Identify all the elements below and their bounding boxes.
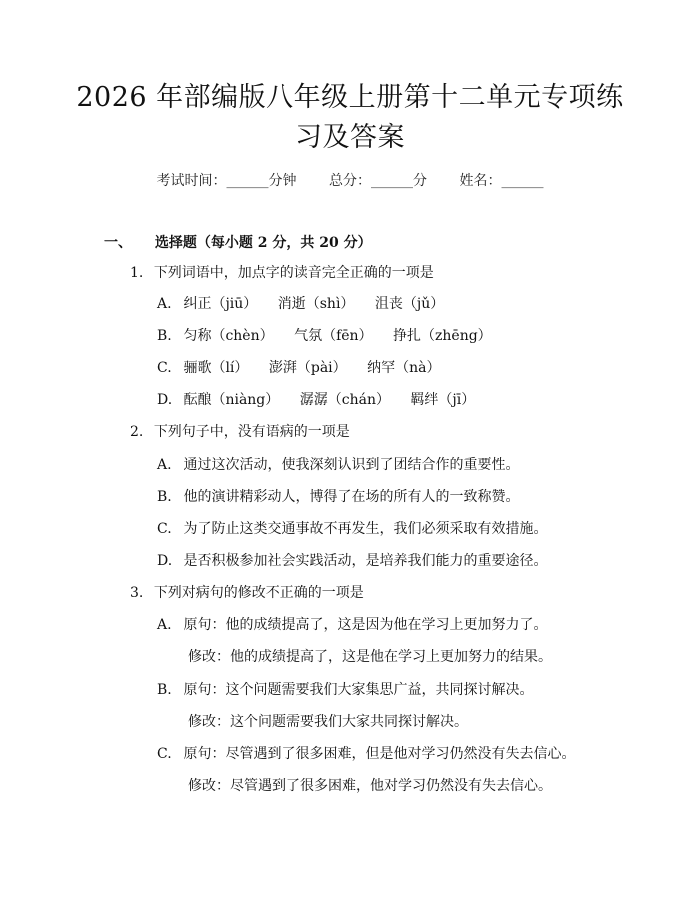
option-word: 潺潺（chán） — [299, 392, 390, 408]
exam-meta — [0, 170, 700, 190]
option-3b-fix: 修改：这个问题需要我们大家共同探讨解决。 — [188, 714, 468, 730]
option-2b — [157, 486, 519, 506]
option-word: 纠正（jiū） — [183, 296, 258, 312]
page-title — [0, 78, 700, 158]
section-number: 一、 — [104, 235, 132, 251]
question-2 — [130, 421, 350, 441]
option-word: 纳罕（nà） — [367, 360, 441, 376]
question-number: 2. — [130, 424, 144, 440]
option-1c — [157, 357, 457, 377]
option-letter: A. — [157, 296, 172, 312]
option-text: 通过这次活动，使我深刻认识到了团结合作的重要性。 — [183, 457, 520, 473]
title-line-1: 2026 年部编版八年级上册第十二单元专项练 — [76, 82, 624, 113]
title-line-2: 习及答案 — [295, 122, 405, 153]
section-title: 选择题（每小题 2 分，共 20 分） — [154, 235, 372, 251]
option-word: 挣扎（zhēng） — [393, 328, 492, 344]
option-letter: C. — [157, 521, 172, 537]
question-number: 1. — [130, 265, 144, 281]
option-word: 骊歌（lí） — [183, 360, 249, 376]
option-text: 是否积极参加社会实践活动，是培养我们能力的重要途径。 — [183, 553, 548, 569]
section-heading — [104, 232, 372, 252]
option-word: 羁绊（jī） — [410, 392, 476, 408]
option-letter: D. — [157, 553, 173, 569]
option-1a — [157, 293, 460, 313]
option-text: 为了防止这类交通事故不再发生，我们必须采取有效措施。 — [183, 521, 548, 537]
option-3a-original — [157, 614, 547, 634]
question-3 — [130, 582, 364, 602]
question-stem: 下列词语中，加点字的读音完全正确的一项是 — [153, 265, 434, 281]
option-letter: B. — [157, 682, 172, 698]
option-1d — [157, 389, 491, 409]
option-3b-original — [157, 679, 533, 699]
question-stem: 下列对病句的修改不正确的一项是 — [153, 585, 364, 601]
option-3c-fix: 修改：尽管遇到了很多困难，他对学习仍然没有失去信心。 — [188, 778, 552, 794]
question-number: 3. — [130, 585, 144, 601]
option-3a-fix: 修改：他的成绩提高了，这是他在学习上更加努力的结果。 — [188, 649, 552, 665]
option-letter: A. — [157, 457, 172, 473]
question-1 — [130, 262, 434, 282]
name-field: 姓名：______ — [459, 173, 544, 189]
option-letter: B. — [157, 489, 172, 505]
option-word: 消逝（shì） — [277, 296, 355, 312]
option-2c — [157, 518, 547, 538]
option-letter: A. — [157, 617, 172, 633]
option-word: 沮丧（jǔ） — [374, 296, 445, 312]
option-word: 气氛（fēn） — [294, 328, 373, 344]
option-2a — [157, 454, 519, 474]
option-letter: C. — [157, 746, 172, 762]
original-sentence: 原句：尽管遇到了很多困难，但是他对学习仍然没有失去信心。 — [183, 746, 576, 762]
option-text: 他的演讲精彩动人，博得了在场的所有人的一致称赞。 — [183, 489, 520, 505]
option-word: 澎湃（pài） — [268, 360, 347, 376]
option-3c-original — [157, 743, 575, 763]
option-letter: D. — [157, 392, 173, 408]
question-stem: 下列句子中，没有语病的一项是 — [153, 424, 350, 440]
option-letter: B. — [157, 328, 172, 344]
option-1b — [157, 325, 508, 345]
option-2d — [157, 550, 547, 570]
exam-time-field: 考试时间：______分钟 — [156, 173, 297, 189]
original-sentence: 原句：他的成绩提高了，这是因为他在学习上更加努力了。 — [183, 617, 548, 633]
option-word: 酝酿（niàng） — [183, 392, 280, 408]
option-letter: C. — [157, 360, 172, 376]
option-word: 匀称（chèn） — [183, 328, 274, 344]
original-sentence: 原句：这个问题需要我们大家集思广益，共同探讨解决。 — [183, 682, 534, 698]
total-score-field: 总分：______分 — [329, 173, 427, 189]
